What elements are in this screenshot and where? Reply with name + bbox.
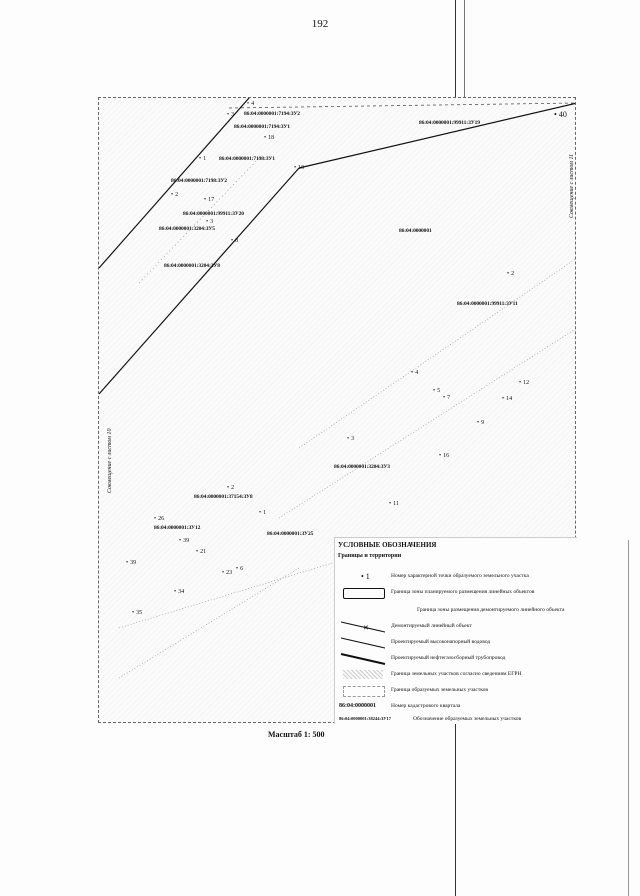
side-label-right: Совмещение с листом 11 — [569, 153, 575, 218]
legend-row — [335, 620, 577, 636]
scale-label: Масштаб 1: 500 — [268, 730, 325, 739]
point-number: • 3 — [206, 219, 213, 225]
point-number: • 3 — [347, 436, 354, 442]
scan-line — [628, 540, 629, 896]
point-number: • 4 — [411, 370, 418, 376]
point-number: • 39 — [179, 538, 189, 544]
point-number: • 35 — [132, 610, 142, 616]
quarter-number-sample: 86:04:0000001 — [339, 703, 376, 709]
water-pipe-icon — [339, 636, 387, 650]
point-number: • 8 — [231, 238, 238, 244]
cadastral-label: 86:04:0000001 — [399, 228, 432, 234]
legend-text: Граница земельных участков согласно сведениям ЕГРН — [391, 671, 522, 677]
cadastral-label: 86:04:0000001:99911:ЗУ11 — [457, 301, 518, 307]
legend-text: Демонтируемый линейный объект — [391, 623, 472, 629]
legend-subtitle: Границы и территории — [338, 553, 402, 559]
point-number: • 5 — [433, 388, 440, 394]
legend-row — [335, 713, 577, 729]
cadastral-label: 86:04:0000001:7198:ЗУ1 — [219, 156, 275, 162]
cadastral-label: 86:04:0000001:37154:ЗУ8 — [194, 494, 253, 500]
corner-label: • 40 — [554, 110, 567, 119]
point-number: • 11 — [389, 501, 399, 507]
cadastral-label: 86:04:0000001:ЗУ25 — [267, 531, 314, 537]
point-number: • 26 — [154, 516, 164, 522]
cadastral-label: 86:04:0000001:99911:ЗУ19 — [419, 120, 480, 126]
cadastral-label: 86:04:0000001:3204:ЗУ8 — [164, 263, 220, 269]
point-number: • 14 — [502, 396, 512, 402]
point-number: • 1 — [199, 156, 206, 162]
legend-row — [335, 668, 577, 684]
point-number: • 2 — [507, 271, 514, 277]
cadastral-label: 86:04:0000001:7194:ЗУ2 — [244, 111, 300, 117]
legend-text: Номер кадастрового квартала — [391, 703, 461, 709]
legend — [334, 537, 577, 724]
cadastral-label: 86:04:0000001:7194:ЗУ1 — [234, 124, 290, 130]
legend-text: Номер характерной точки образуемого земельного участка — [391, 573, 529, 579]
point-number: • 12 — [519, 380, 529, 386]
side-label-left: Совмещение с листом 10 — [107, 428, 113, 493]
point-number: • 23 — [222, 570, 232, 576]
point-number: • 18 — [264, 135, 274, 141]
page-number: 192 — [311, 18, 329, 30]
point-number: • 6 — [236, 566, 243, 572]
point-number: • 9 — [477, 420, 484, 426]
cadastral-label: 86:04:0000001:7198:ЗУ2 — [171, 178, 227, 184]
egrn-boundary-icon — [339, 668, 387, 682]
point-number: • 16 — [439, 453, 449, 459]
point-number: • 10 — [294, 165, 304, 171]
oil-pipe-icon — [339, 652, 387, 666]
legend-title: УСЛОВНЫЕ ОБОЗНАЧЕНИЯ — [338, 541, 437, 549]
dismantled-line-icon — [339, 620, 387, 634]
point-number: • 34 — [174, 589, 184, 595]
legend-text: Обозначение образуемых земельных участков — [413, 716, 522, 722]
point-number: • 7 — [443, 395, 450, 401]
point-number: • 2 — [171, 192, 178, 198]
dismantle-zone-icon — [339, 604, 387, 618]
legend-text: Граница зоны размещения демонтируемого линейного объекта — [417, 607, 565, 613]
legend-row — [335, 636, 577, 652]
point-symbol-icon: • 1 — [361, 572, 370, 581]
legend-text: Проектируемый высоконапорный водовод — [391, 639, 491, 645]
parcel-designation-sample: 86:04:0000001:38244:ЗУ17 — [339, 716, 392, 721]
svg-text:✕: ✕ — [363, 624, 369, 632]
legend-row — [335, 684, 577, 700]
legend-text: Проектируемый нефтегазосборный трубопровод — [391, 655, 506, 661]
cadastral-label: 86:04:0000001:3204:ЗУ3 — [334, 464, 390, 470]
legend-row — [335, 570, 577, 586]
cadastral-label: 86:04:0000001:3204:ЗУ5 — [159, 226, 215, 232]
new-parcel-boundary-icon — [339, 684, 387, 698]
point-number: • 17 — [204, 197, 214, 203]
cadastral-label: 86:04:0000001:ЗУ12 — [154, 525, 201, 531]
legend-row — [335, 652, 577, 668]
point-number: • 3 — [227, 112, 234, 118]
point-number: • 39 — [126, 560, 136, 566]
legend-row — [335, 586, 577, 602]
legend-text: Граница зоны планируемого размещения линейных объектов — [391, 589, 535, 595]
zone-box-icon — [339, 586, 387, 600]
point-number: • 4 — [247, 101, 254, 107]
point-number: • 2 — [227, 485, 234, 491]
legend-row — [335, 604, 577, 620]
point-number: • 1 — [259, 510, 266, 516]
cadastral-label: 86:04:0000001:99911:ЗУ20 — [183, 211, 244, 217]
point-number: • 21 — [196, 549, 206, 555]
legend-text: Граница образуемых земельных участков — [391, 687, 488, 693]
